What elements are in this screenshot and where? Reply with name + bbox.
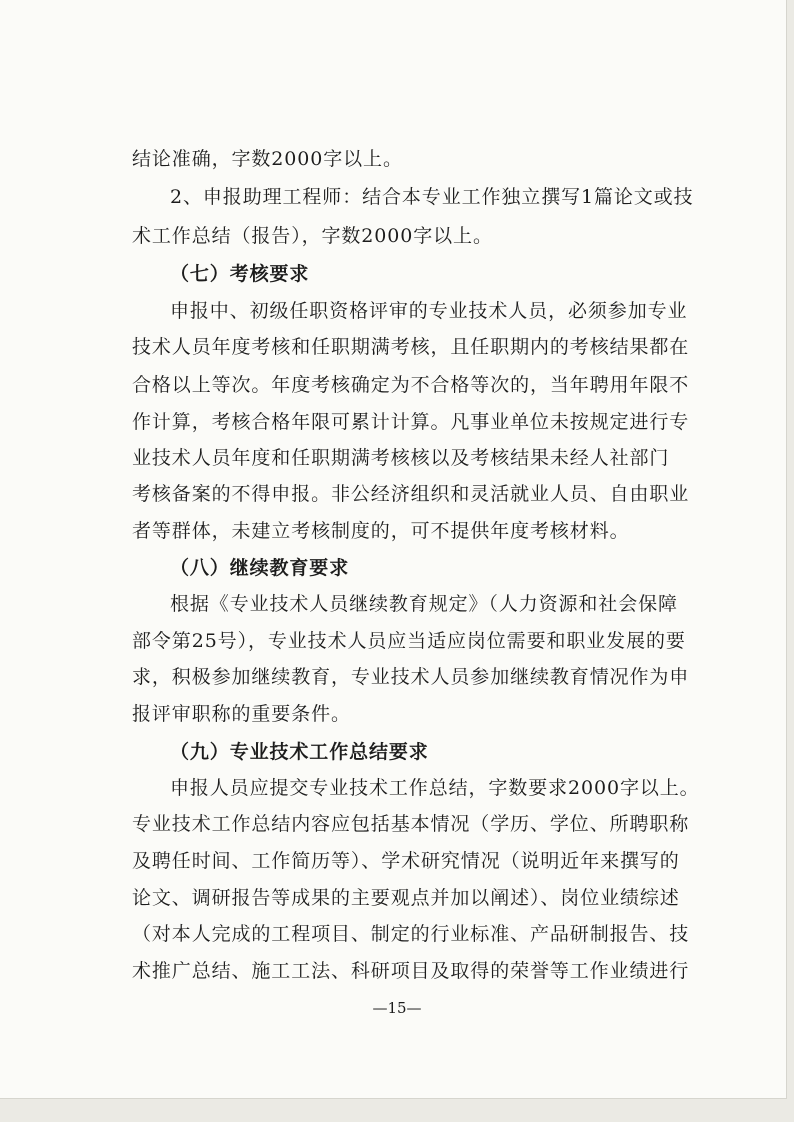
text-line: 专业技术工作总结内容应包括基本情况（学历、学位、所聘职称 bbox=[132, 813, 690, 835]
section-heading: （九）专业技术工作总结要求 bbox=[170, 741, 429, 763]
text-line: 作计算，考核合格年限可累计计算。凡事业单位未按规定进行专 bbox=[132, 411, 690, 433]
text-line: 结论准确，字数2000字以上。 bbox=[132, 148, 403, 170]
text-line: 根据《专业技术人员继续教育规定》（人力资源和社会保障 bbox=[170, 593, 678, 615]
text-line: （对本人完成的工程项目、制定的行业标准、产品研制报告、技 bbox=[132, 923, 690, 945]
text-line: 考核备案的不得申报。非公经济组织和灵活就业人员、自由职业 bbox=[132, 483, 690, 505]
text-line: 及聘任时间、工作简历等）、学术研究情况（说明近年来撰写的 bbox=[132, 850, 680, 872]
text-line: 论文、调研报告等成果的主要观点并加以阐述）、岗位业绩综述 bbox=[132, 887, 680, 909]
text-line: 报评审职称的重要条件。 bbox=[132, 703, 351, 725]
text-line: 技术人员年度考核和任职期满考核，且任职期内的考核结果都在 bbox=[132, 336, 690, 358]
section-heading: （七）考核要求 bbox=[170, 263, 310, 285]
text-line: 术推广总结、施工工法、科研项目及取得的荣誉等工作业绩进行 bbox=[132, 960, 690, 982]
text-line: 部令第25号），专业技术人员应当适应岗位需要和职业发展的要 bbox=[132, 630, 686, 652]
text-line: 业技术人员年度和任职期满考核核以及考核结果未经人社部门 bbox=[132, 447, 670, 469]
text-line: 申报中、初级任职资格评审的专业技术人员，必须参加专业 bbox=[170, 300, 688, 322]
text-line: 申报人员应提交专业技术工作总结，字数要求2000字以上。 bbox=[170, 777, 700, 799]
section-heading: （八）继续教育要求 bbox=[170, 557, 350, 579]
text-line: 者等群体，未建立考核制度的，可不提供年度考核材料。 bbox=[132, 520, 630, 542]
text-line: 求，积极参加继续教育，专业技术人员参加继续教育情况作为申 bbox=[132, 666, 690, 688]
text-line: 术工作总结（报告），字数2000字以上。 bbox=[132, 225, 493, 247]
text-line: 2、申报助理工程师：结合本专业工作独立撰写1篇论文或技 bbox=[170, 186, 694, 208]
page-number: —15— bbox=[372, 999, 422, 1017]
text-line: 合格以上等次。年度考核确定为不合格等次的，当年聘用年限不 bbox=[132, 374, 690, 396]
